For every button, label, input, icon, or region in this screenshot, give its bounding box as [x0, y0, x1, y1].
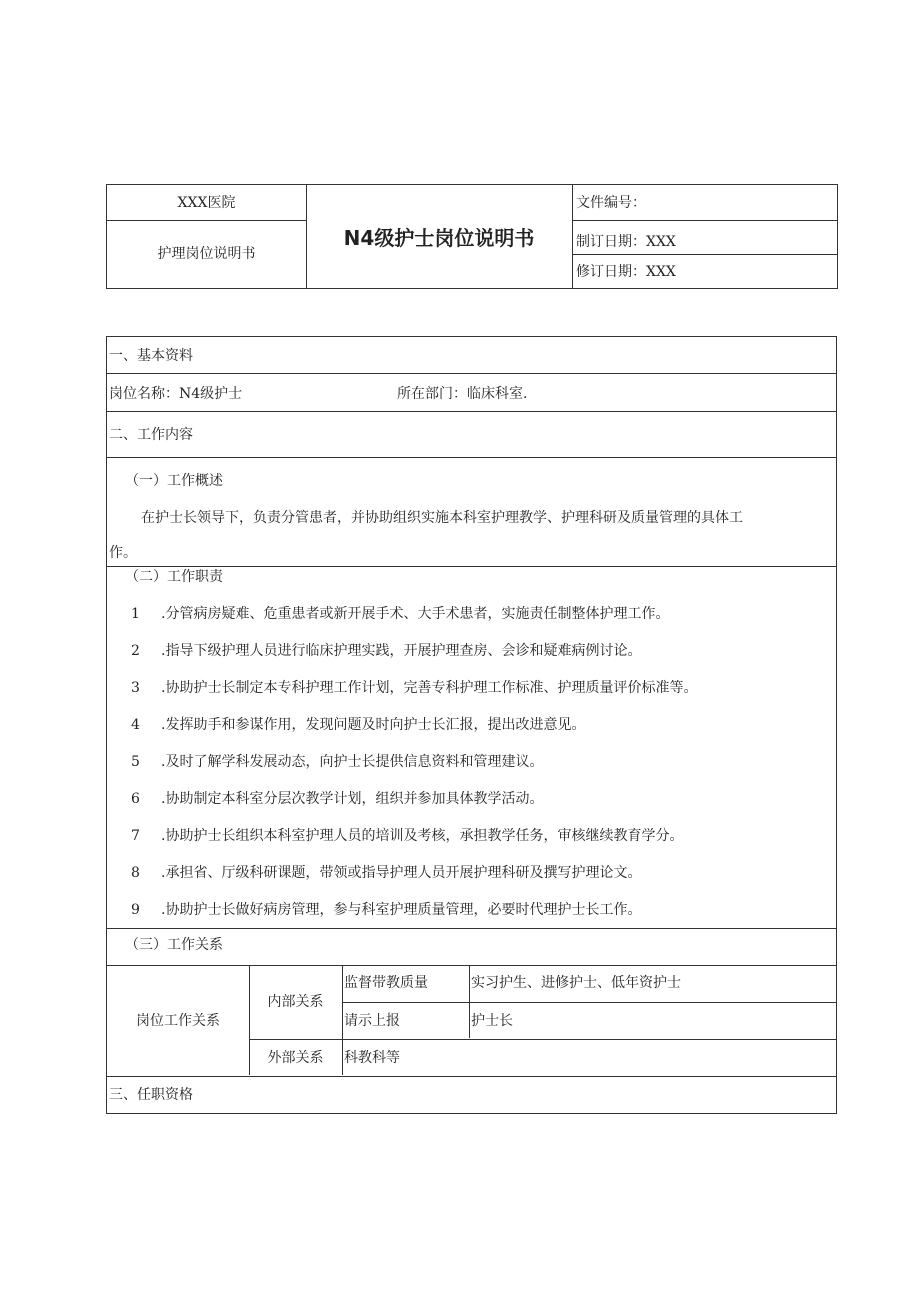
duty-number: 2 [131, 643, 140, 659]
divider [107, 457, 836, 458]
duty-number: 1 [131, 606, 140, 622]
revise-date: 修订日期：XXX [576, 264, 676, 280]
divider [107, 373, 836, 374]
divider [572, 220, 837, 221]
divider [572, 254, 837, 255]
overview-text: 作。 [109, 545, 137, 561]
duty-text: .及时了解学科发展动态，向护士长提供信息资料和管理建议。 [161, 754, 544, 770]
divider [572, 185, 573, 288]
external-targets: 科教科等 [344, 1050, 400, 1066]
divider [107, 566, 836, 567]
header-table [106, 184, 838, 289]
duty-text: .协助护士长组织本科室护理人员的培训及考核，承担教学任务，审核继续教育学分。 [161, 828, 684, 844]
duty-number: 8 [131, 865, 140, 881]
duty-text: .协助制定本科室分层次教学计划，组织并参加具体教学活动。 [161, 791, 544, 807]
duty-number: 4 [131, 717, 140, 733]
issue-date: 制订日期：XXX [576, 234, 676, 250]
duty-text: .指导下级护理人员进行临床护理实践，开展护理查房、会诊和疑难病例讨论。 [161, 643, 642, 659]
external-relations: 外部关系 [267, 1050, 324, 1066]
divider [342, 965, 343, 1075]
relations-heading: （三）工作关系 [125, 937, 223, 953]
duty-text: .承担省、厅级科研课题，带领或指导护理人员开展护理科研及撰写护理论文。 [161, 865, 642, 881]
duty-number: 5 [131, 754, 140, 770]
divider [249, 1039, 836, 1040]
hospital-name: XXX医院 [177, 195, 236, 211]
divider [107, 965, 836, 966]
job-description-table [106, 336, 837, 1114]
report-label: 请示上报 [344, 1013, 400, 1029]
relations-label: 岗位工作关系 [136, 1013, 220, 1029]
overview-heading: （一）工作概述 [125, 473, 223, 489]
divider [107, 1076, 836, 1077]
duty-number: 3 [131, 680, 140, 696]
position-name: 岗位名称：N4级护士 [109, 386, 243, 402]
section-heading-work-content: 二、工作内容 [109, 427, 193, 443]
divider [107, 928, 836, 929]
supervise-label: 监督带教质量 [344, 975, 428, 991]
supervise-targets: 实习护生、进修护士、低年资护士 [471, 975, 681, 991]
document-type: 护理岗位说明书 [157, 246, 256, 262]
divider [342, 1002, 836, 1003]
report-target: 护士长 [471, 1013, 513, 1029]
overview-text: 在护士长领导下，负责分管患者，并协助组织实施本科室护理教学、护理科研及质量管理的具体工 [141, 510, 743, 526]
duty-number: 7 [131, 828, 140, 844]
department: 所在部门：临床科室. [397, 386, 528, 402]
section-heading-basic-info: 一、基本资料 [109, 348, 193, 364]
file-number: 文件编号： [576, 195, 646, 211]
duty-text: .协助护士长制定本专科护理工作计划，完善专科护理工作标准、护理质量评价标准等。 [161, 680, 698, 696]
divider [107, 220, 306, 221]
divider [107, 411, 836, 412]
section-heading-qualifications: 三、任职资格 [109, 1087, 193, 1103]
divider [469, 965, 470, 1038]
internal-relations: 内部关系 [267, 994, 324, 1010]
duty-text: .协助护士长做好病房管理，参与科室护理质量管理，必要时代理护士长工作。 [161, 902, 642, 918]
duties-heading: （二）工作职责 [125, 569, 223, 585]
duty-text: .发挥助手和参谋作用，发现问题及时向护士长汇报，提出改进意见。 [161, 717, 586, 733]
duty-number: 6 [131, 791, 140, 807]
duty-number: 9 [131, 902, 140, 918]
document-title: N4级护士岗位说明书 [343, 226, 535, 250]
duty-text: .分管病房疑难、危重患者或新开展手术、大手术患者，实施责任制整体护理工作。 [161, 606, 670, 622]
